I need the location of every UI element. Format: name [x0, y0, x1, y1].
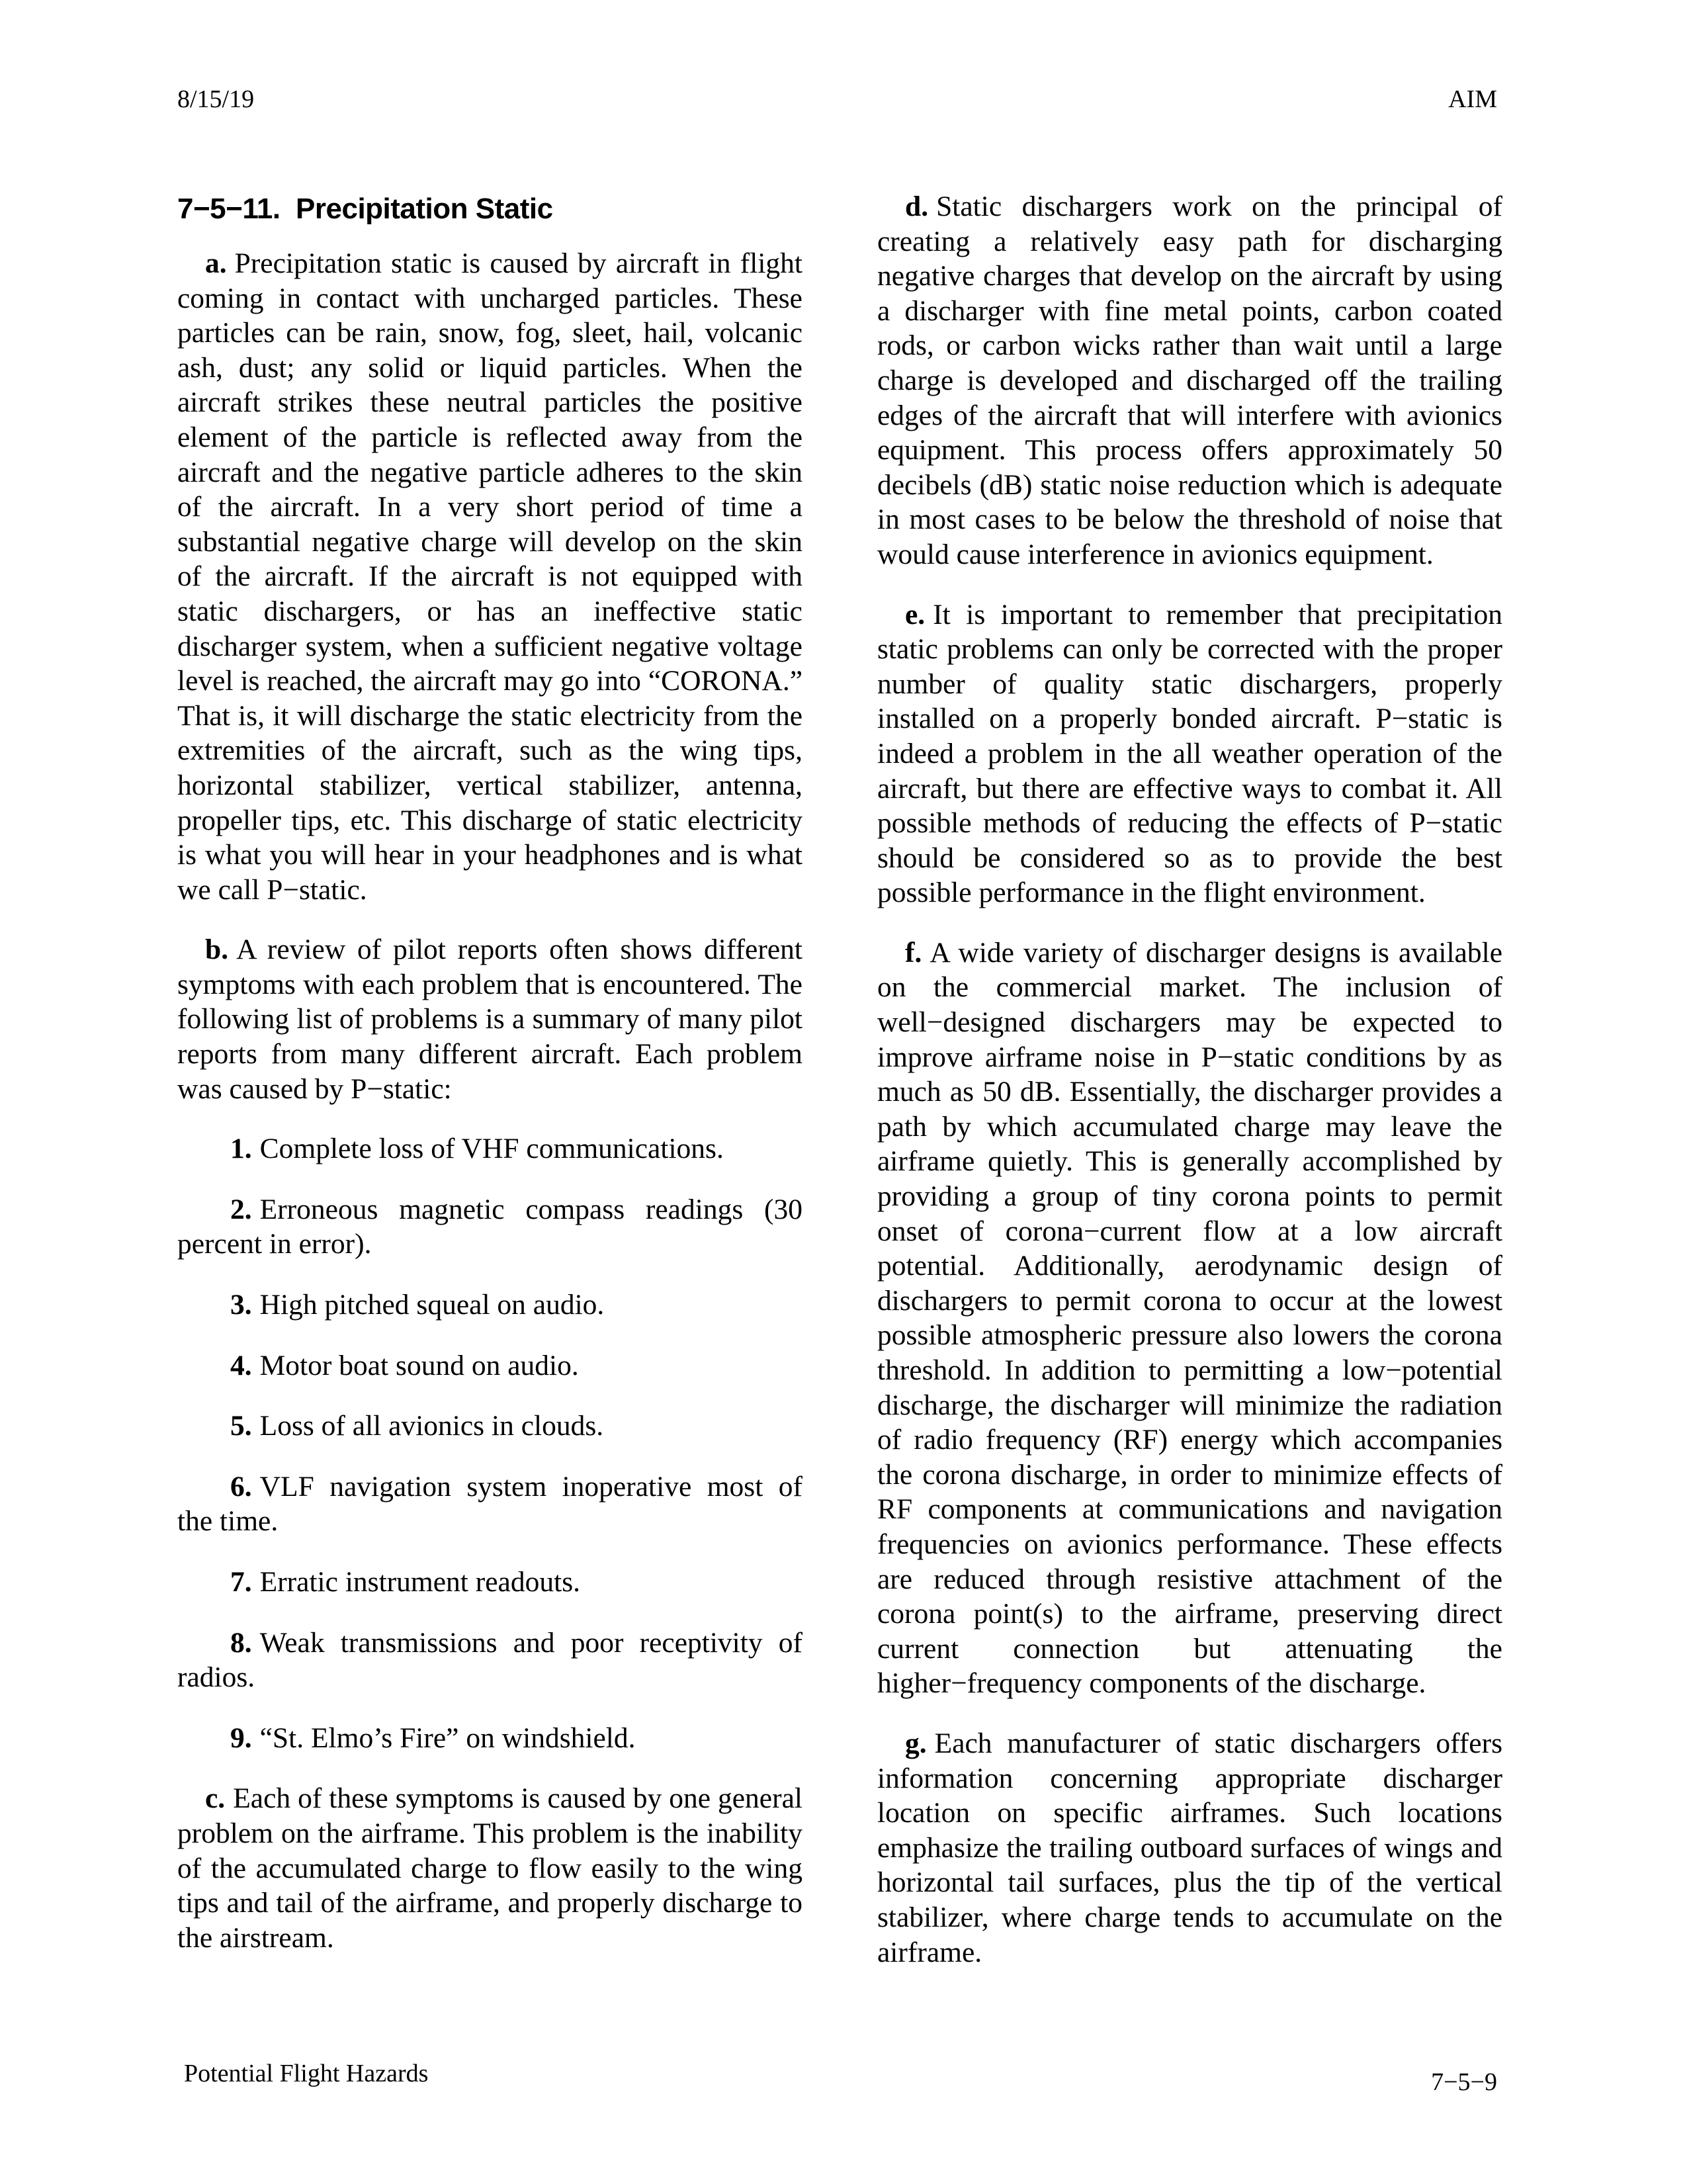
- list-item: [177, 1348, 802, 1383]
- item-text: High pitched squeal on audio.: [259, 1289, 605, 1321]
- item-number: 2.: [230, 1193, 252, 1225]
- item-number: 9.: [230, 1722, 252, 1754]
- item-number: 5.: [230, 1410, 252, 1442]
- list-item: [177, 1721, 802, 1756]
- item-number: 6.: [230, 1470, 252, 1503]
- paragraph-label: b.: [205, 934, 229, 966]
- paragraph-label: d.: [905, 191, 929, 222]
- right-column: [877, 189, 1502, 1995]
- paragraph-text: A wide variety of discharger designs is available on the commercial market. The inclusion of well−designed dischargers may be expected to improve airframe noise in P−static conditions by as much as 50 dB. Essentially, the discharger provides a path by which accumulated charge may leave the airframe quietly. This is generally accomplished by providing a group of tiny corona points to permit onset of corona−current flow at a low aircraft potential. Additionally, aerodynamic design of dischargers to permit corona to occur at the lowest possible atmospheric pressure also lowers the corona threshold. In addition to permitting a low−potential discharge, the discharger will minimize the radiation of radio frequency (RF) energy which accompanies the corona discharge, in order to minimize effects of RF components at communications and navigation frequencies on avionics performance. These effects are reduced through resistive attachment of the corona point(s) to the airframe, preserving direct current connection but attenuating the higher−frequency components of the discharge.: [877, 936, 1502, 1700]
- paragraph-e: [877, 597, 1502, 910]
- item-text: “St. Elmo’s Fire” on windshield.: [259, 1722, 636, 1754]
- paragraph-text: Static dischargers work on the principal of creating a relatively easy path for discharging negative charges that develop on the aircraft by using a discharger with fine metal points, carbon coated rods, or carbon wicks rather than wait until a large charge is developed and discharged off the trailing edges of the aircraft that will interfere with avionics equipment. This process offers approximately 50 decibels (dB) static noise reduction which is adequate in most cases to be below the threshold of noise that would cause interference in avionics equipment.: [877, 191, 1502, 570]
- list-item: [177, 1192, 802, 1262]
- list-item: [177, 1288, 802, 1323]
- paragraph-a: [177, 246, 802, 907]
- item-text: Complete loss of VHF communications.: [259, 1133, 724, 1165]
- paragraph-g: [877, 1726, 1502, 1970]
- list-item: [177, 1565, 802, 1600]
- paragraph-label: a.: [205, 247, 227, 279]
- item-text: Erratic instrument readouts.: [259, 1566, 581, 1598]
- paragraph-f: [877, 936, 1502, 1701]
- paragraph-label: c.: [205, 1782, 226, 1815]
- item-text: Weak transmissions and poor receptivity of radios.: [177, 1626, 802, 1694]
- paragraph-c: [177, 1781, 802, 1955]
- paragraph-text: It is important to remember that precipitation static problems can only be corrected with the proper number of quality static dischargers, properly installed on a properly bonded aircraft. P−static is indeed a problem in the all weather operation of the aircraft, but there are effective ways to combat it. All possible methods of reducing the effects of P−static should be considered so as to provide the best possible performance in the flight environment.: [877, 598, 1502, 909]
- left-column: [177, 189, 802, 1980]
- item-number: 8.: [230, 1626, 252, 1659]
- section-title: [177, 189, 802, 229]
- item-number: 3.: [230, 1289, 252, 1321]
- paragraph-text: Each manufacturer of static dischargers offers information concerning appropriate discharger location on specific airframes. Such locations emphasize the trailing outboard surfaces of wings and horizontal tail surfaces, plus the tip of the vertical stabilizer, where charge tends to accumulate on the airframe.: [877, 1727, 1502, 1968]
- section-number: 7−5−11.: [177, 193, 281, 225]
- list-item: [177, 1626, 802, 1695]
- item-number: 4.: [230, 1349, 252, 1381]
- list-item: [177, 1131, 802, 1166]
- item-number: 1.: [230, 1133, 252, 1165]
- item-text: VLF navigation system inoperative most of the time.: [177, 1470, 802, 1538]
- paragraph-label: g.: [905, 1727, 927, 1759]
- paragraph-d: [877, 189, 1502, 572]
- item-number: 7.: [230, 1566, 252, 1598]
- item-text: Motor boat sound on audio.: [259, 1349, 579, 1381]
- paragraph-text: Each of these symptoms is caused by one general problem on the airframe. This problem is the inability of the accumulated charge to flow easily to the wing tips and tail of the airframe, and properly discharge to the airstream.: [177, 1782, 802, 1954]
- paragraph-b: [177, 932, 802, 1106]
- list-item: [177, 1469, 802, 1539]
- footer-chapter-title: Potential Flight Hazards: [184, 2060, 429, 2087]
- item-text: Loss of all avionics in clouds.: [259, 1410, 604, 1442]
- paragraph-text: A review of pilot reports often shows different symptoms with each problem that is encountered. The following list of problems is a summary of many pilot reports from many different aircraft. Each problem was caused by P−static:: [177, 934, 802, 1105]
- section-title-text: Precipitation Static: [296, 193, 553, 225]
- footer-page-number: 7−5−9: [1431, 2068, 1497, 2096]
- list-item: [177, 1409, 802, 1444]
- header-publication: AIM: [1448, 85, 1497, 113]
- paragraph-label: e.: [905, 598, 926, 631]
- header-date: 8/15/19: [177, 85, 255, 113]
- item-text: Erroneous magnetic compass readings (30 percent in error).: [177, 1193, 802, 1260]
- paragraph-text: Precipitation static is caused by aircraft in flight coming in contact with uncharged particles. These particles can be rain, snow, fog, sleet, hail, volcanic ash, dust; any solid or liquid particles. When the aircraft strikes these neutral particles the positive element of the particle is reflected away from the aircraft and the negative particle adheres to the skin of the aircraft. In a very short period of time a substantial negative charge will develop on the skin of the aircraft. If the aircraft is not equipped with static dischargers, or has an ineffective static discharger system, when a sufficient negative voltage level is reached, the aircraft may go into “CORONA.” That is, it will discharge the static electricity from the extremities of the aircraft, such as the wing tips, horizontal stabilizer, vertical stabilizer, antenna, propeller tips, etc. This discharge of static electricity is what you will hear in your headphones and is what we call P−static.: [177, 247, 802, 906]
- paragraph-label: f.: [905, 936, 922, 969]
